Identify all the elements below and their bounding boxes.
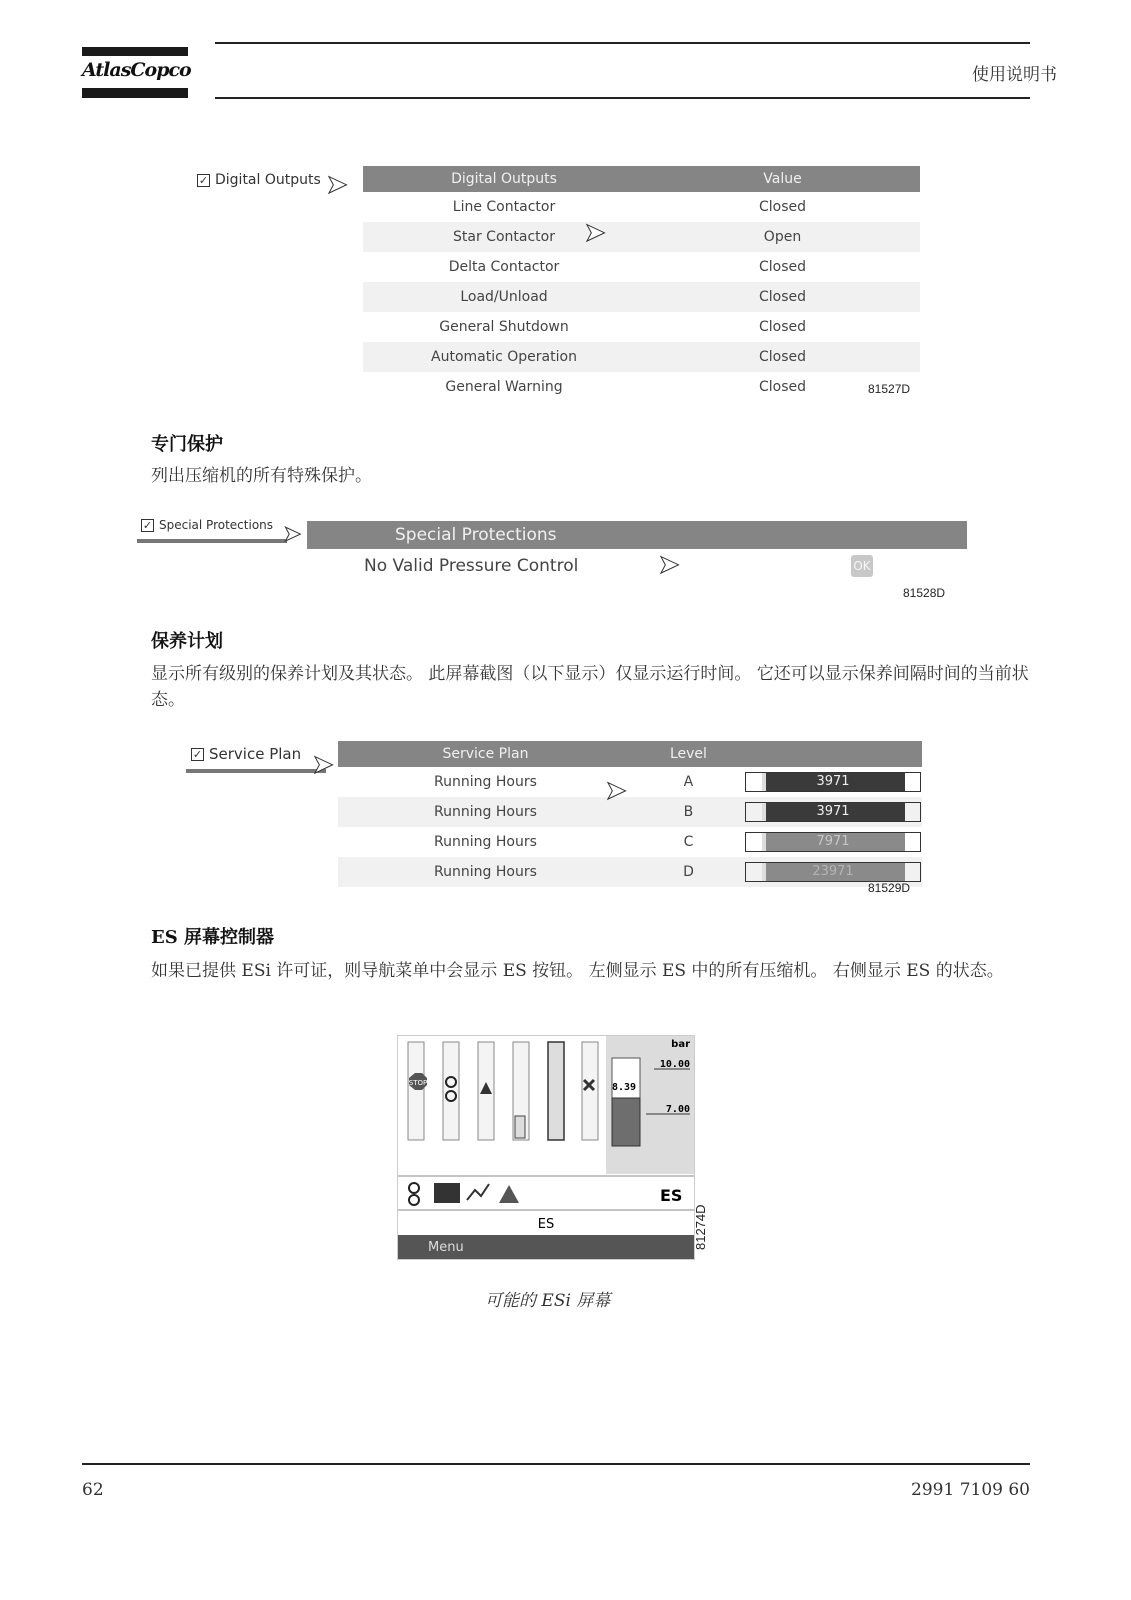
checkbox-label: Digital Outputs: [215, 172, 321, 188]
digital-outputs-table: [363, 166, 920, 402]
output-name: General Shutdown: [439, 319, 569, 335]
service-name: Running Hours: [434, 774, 537, 790]
logo-text: AtlasCopco: [82, 59, 191, 81]
menu-label: Menu: [428, 1240, 464, 1255]
table-row: [363, 252, 920, 282]
max-label: 10.00: [659, 1059, 690, 1070]
section-text: 显示所有级别的保养计划及其状态。 此屏幕截图（以下显示）仅显示运行时间。 它还可以显示保养间隔时间的当前状态。: [151, 664, 1029, 710]
digital-outputs-checkbox[interactable]: [197, 172, 321, 188]
ok-button[interactable]: OK: [851, 555, 873, 577]
panel-title: Special Protections: [395, 525, 557, 545]
service-plan-checkbox[interactable]: [191, 745, 301, 763]
status-icon: [409, 1183, 419, 1193]
checkbox-icon: ✓: [192, 748, 203, 761]
special-protections-header: [307, 521, 967, 549]
service-name: Running Hours: [338, 797, 633, 827]
level-bar: [745, 862, 921, 882]
atlas-copco-logo: [82, 47, 191, 99]
mouse-cursor-icon: ➤: [584, 218, 606, 248]
table-row: [363, 342, 920, 372]
figure-id: 81274D: [693, 1204, 708, 1250]
table-row: [363, 312, 920, 342]
screen-label: ES: [537, 1217, 555, 1232]
service-level: B: [633, 797, 744, 827]
checkbox-label: Special Protections: [159, 518, 274, 532]
level-bar-cell: [744, 767, 922, 797]
level-value: 3971: [816, 774, 850, 789]
output-name: Automatic Operation: [363, 342, 645, 372]
service-plan-table: [338, 741, 922, 887]
column-header: Level: [633, 741, 744, 767]
unit-label: bar: [671, 1039, 690, 1050]
table-row: [363, 192, 920, 222]
level-bar: [745, 832, 921, 852]
protection-item: No Valid Pressure Control: [364, 556, 579, 576]
service-level: D: [633, 857, 744, 887]
load-level: [515, 1116, 525, 1138]
header-top-rule: [215, 42, 1030, 44]
level-value: 7971: [816, 834, 850, 849]
output-name: Line Contactor: [452, 199, 556, 215]
service-name: Running Hours: [434, 834, 537, 850]
service-name: Running Hours: [338, 857, 633, 887]
figure-id: 81529D: [868, 881, 911, 895]
column-header: Value: [645, 166, 920, 192]
terminal-icon: [434, 1183, 460, 1203]
checkbox-icon: ✓: [142, 519, 153, 532]
section-text: 列出压缩机的所有特殊保护。: [151, 466, 372, 486]
level-value: 3971: [816, 804, 850, 819]
compressor-column: [548, 1042, 564, 1140]
selected-underline: [137, 539, 287, 543]
mouse-cursor-icon: ➤: [283, 522, 302, 547]
level-bar-cell: [744, 797, 922, 827]
table-row: [338, 857, 922, 887]
figure-id: 81528D: [903, 586, 946, 600]
mouse-cursor-icon: ➤: [658, 550, 680, 580]
gauge-fill: [612, 1098, 640, 1146]
output-value: Closed: [758, 379, 807, 395]
compressor-column: [582, 1042, 598, 1140]
level-bar: [745, 802, 921, 822]
column-header: [744, 741, 922, 767]
checkbox-label: Service Plan: [209, 745, 302, 763]
es-screen: [397, 1035, 695, 1260]
output-value: Closed: [758, 199, 807, 215]
output-name: General Warning: [445, 379, 563, 395]
table-row: [363, 222, 920, 252]
page-number: 62: [82, 1480, 104, 1500]
table-row: [363, 372, 920, 402]
status-icon: [409, 1195, 419, 1205]
level-value: 23971: [812, 864, 854, 879]
alarm-icon: [499, 1185, 519, 1203]
section-heading: 专门保护: [151, 434, 223, 455]
stop-icon-label: STOP: [408, 1079, 428, 1087]
output-name: Star Contactor: [363, 222, 645, 252]
output-value: Open: [645, 222, 920, 252]
special-protections-checkbox[interactable]: [141, 518, 273, 532]
min-label: 7.00: [665, 1104, 690, 1115]
column-header: Service Plan: [338, 741, 633, 767]
table-row: [338, 827, 922, 857]
mouse-cursor-icon: ➤: [326, 170, 348, 200]
compressor-column: [408, 1042, 424, 1140]
output-value: Closed: [758, 319, 807, 335]
checkbox-icon: ✓: [198, 173, 209, 187]
figure-caption: 可能的 ESi 屏幕: [485, 1291, 611, 1311]
output-value: Closed: [645, 282, 920, 312]
header-bottom-rule: [215, 97, 1030, 99]
output-name: Delta Contactor: [448, 259, 560, 275]
section-heading: ES 屏幕控制器: [151, 927, 274, 948]
section-text: 如果已提供 ESi 许可证，则导航菜单中会显示 ES 按钮。 左侧显示 ES 中的所有压缩机。 右侧显示 ES 的状态。: [151, 961, 1004, 981]
figure-id: 81527D: [868, 382, 911, 396]
document-title: 使用说明书: [972, 65, 1057, 85]
document-number: 2991 7109 60: [911, 1480, 1030, 1500]
current-label: 8.39: [612, 1082, 637, 1093]
table-row: [338, 797, 922, 827]
mouse-cursor-icon: ➤: [312, 750, 334, 780]
mouse-cursor-icon: ➤: [605, 776, 627, 806]
service-level: C: [683, 834, 694, 850]
table-row: [363, 282, 920, 312]
es-button: ES: [660, 1186, 683, 1205]
output-value: Closed: [758, 259, 807, 275]
level-bar: [745, 772, 921, 792]
service-level: A: [683, 774, 694, 790]
output-name: Load/Unload: [363, 282, 645, 312]
table-row: [338, 767, 922, 797]
output-value: Closed: [645, 342, 920, 372]
column-header: Digital Outputs: [363, 166, 645, 192]
trend-icon: [467, 1184, 489, 1200]
section-heading: 保养计划: [151, 631, 223, 652]
selected-underline: [186, 769, 326, 773]
es-screen-graphic: [398, 1036, 694, 1259]
level-bar-cell: [744, 827, 922, 857]
footer-rule: [82, 1463, 1030, 1465]
